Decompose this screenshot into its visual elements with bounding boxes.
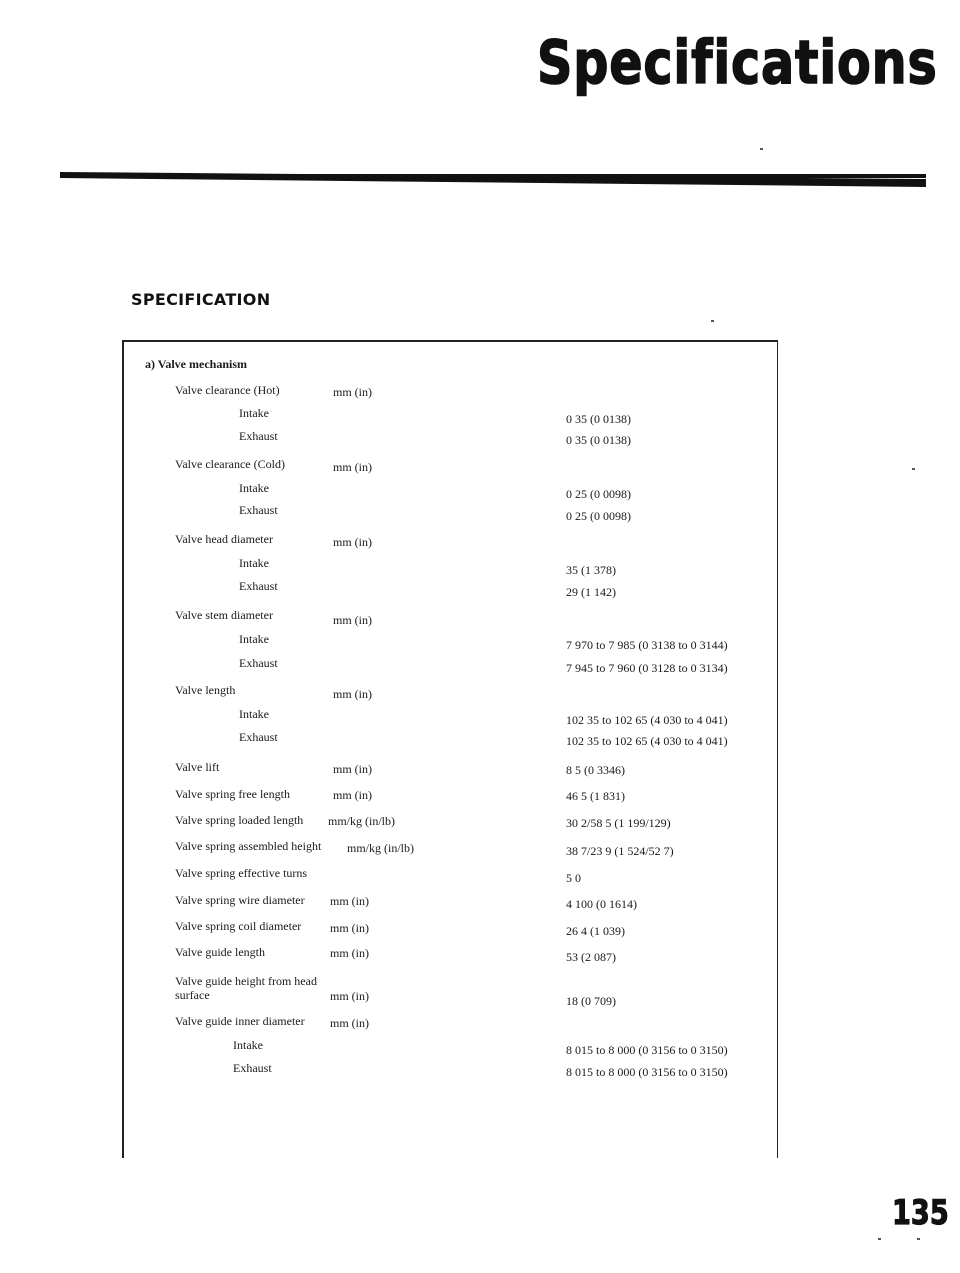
spec-label: Valve spring assembled height	[175, 839, 322, 853]
spec-value: 29 (1 142)	[566, 585, 616, 599]
spec-label: Valve guide length	[175, 945, 265, 959]
spec-label: Exhaust	[239, 730, 278, 744]
section-heading: SPECIFICATION	[131, 290, 271, 309]
spec-unit: mm (in)	[333, 460, 372, 474]
spec-value: 0 35 (0 0138)	[566, 412, 631, 426]
page-number: 135	[892, 1193, 949, 1233]
spec-label: Valve stem diameter	[175, 608, 273, 622]
spec-value: 8 015 to 8 000 (0 3156 to 0 3150)	[566, 1065, 728, 1079]
spec-unit: mm (in)	[333, 535, 372, 549]
spec-unit: mm (in)	[330, 989, 369, 1003]
spec-unit: mm (in)	[330, 921, 369, 935]
spec-label: Intake	[239, 481, 269, 495]
spec-label: surface	[175, 988, 210, 1002]
dot-mark	[912, 468, 915, 470]
spec-label: Intake	[239, 556, 269, 570]
spec-unit: mm (in)	[330, 894, 369, 908]
spec-unit: mm (in)	[333, 788, 372, 802]
dot-mark	[878, 1238, 881, 1240]
spec-label: Intake	[239, 406, 269, 420]
spec-label: Valve guide inner diameter	[175, 1014, 305, 1028]
spec-value: 35 (1 378)	[566, 563, 616, 577]
spec-label: Valve clearance (Hot)	[175, 383, 280, 397]
spec-label: Exhaust	[233, 1061, 272, 1075]
spec-label: Valve guide height from head	[175, 974, 317, 988]
spec-value: 5 0	[566, 871, 581, 885]
spec-value: 18 (0 709)	[566, 994, 616, 1008]
spec-value: 102 35 to 102 65 (4 030 to 4 041)	[566, 734, 728, 748]
spec-value: 38 7/23 9 (1 524/52 7)	[566, 844, 674, 858]
frame-border-right	[777, 340, 779, 1158]
spec-value: 46 5 (1 831)	[566, 789, 625, 803]
dot-mark	[917, 1238, 920, 1240]
spec-group-title: a) Valve mechanism	[145, 357, 247, 371]
spec-value: 4 100 (0 1614)	[566, 897, 637, 911]
spec-value: 0 35 (0 0138)	[566, 433, 631, 447]
spec-unit: mm/kg (in/lb)	[347, 841, 414, 855]
spec-label: Valve spring effective turns	[175, 866, 308, 880]
spec-label: Exhaust	[239, 503, 278, 517]
frame-border-left	[122, 340, 124, 1158]
dot-mark	[760, 148, 763, 150]
spec-label: Valve spring wire diameter	[175, 893, 305, 907]
spec-label: Intake	[233, 1038, 263, 1052]
spec-unit: mm (in)	[330, 1016, 369, 1030]
spec-label: Valve lift	[175, 760, 220, 774]
spec-label: Intake	[239, 707, 269, 721]
spec-label: Valve clearance (Cold)	[175, 457, 285, 471]
spec-label: Exhaust	[239, 429, 278, 443]
spec-unit: mm (in)	[330, 946, 369, 960]
spec-unit: mm (in)	[333, 762, 372, 776]
header-rule	[60, 166, 926, 188]
page-header-title: Specifications	[537, 28, 938, 98]
spec-value: 30 2/58 5 (1 199/129)	[566, 816, 671, 830]
frame-border-top	[122, 340, 778, 342]
spec-label: Valve spring coil diameter	[175, 919, 302, 933]
spec-label: Valve spring loaded length	[175, 813, 304, 827]
spec-value: 7 970 to 7 985 (0 3138 to 0 3144)	[566, 638, 728, 652]
spec-unit: mm (in)	[333, 613, 372, 627]
spec-label: Exhaust	[239, 579, 278, 593]
spec-label: Valve head diameter	[175, 532, 273, 546]
spec-value: 102 35 to 102 65 (4 030 to 4 041)	[566, 713, 728, 727]
spec-value: 0 25 (0 0098)	[566, 509, 631, 523]
spec-label: Valve length	[175, 683, 236, 697]
dot-mark	[711, 320, 714, 322]
spec-unit: mm (in)	[333, 687, 372, 701]
spec-value: 7 945 to 7 960 (0 3128 to 0 3134)	[566, 661, 728, 675]
spec-unit: mm (in)	[333, 385, 372, 399]
spec-value: 26 4 (1 039)	[566, 924, 625, 938]
spec-unit: mm/kg (in/lb)	[328, 814, 395, 828]
spec-label: Exhaust	[239, 656, 278, 670]
spec-value: 53 (2 087)	[566, 950, 616, 964]
spec-label: Valve spring free length	[175, 787, 290, 801]
spec-label: Intake	[239, 632, 269, 646]
spec-value: 8 015 to 8 000 (0 3156 to 0 3150)	[566, 1043, 728, 1057]
spec-value: 8 5 (0 3346)	[566, 763, 625, 777]
spec-value: 0 25 (0 0098)	[566, 487, 631, 501]
